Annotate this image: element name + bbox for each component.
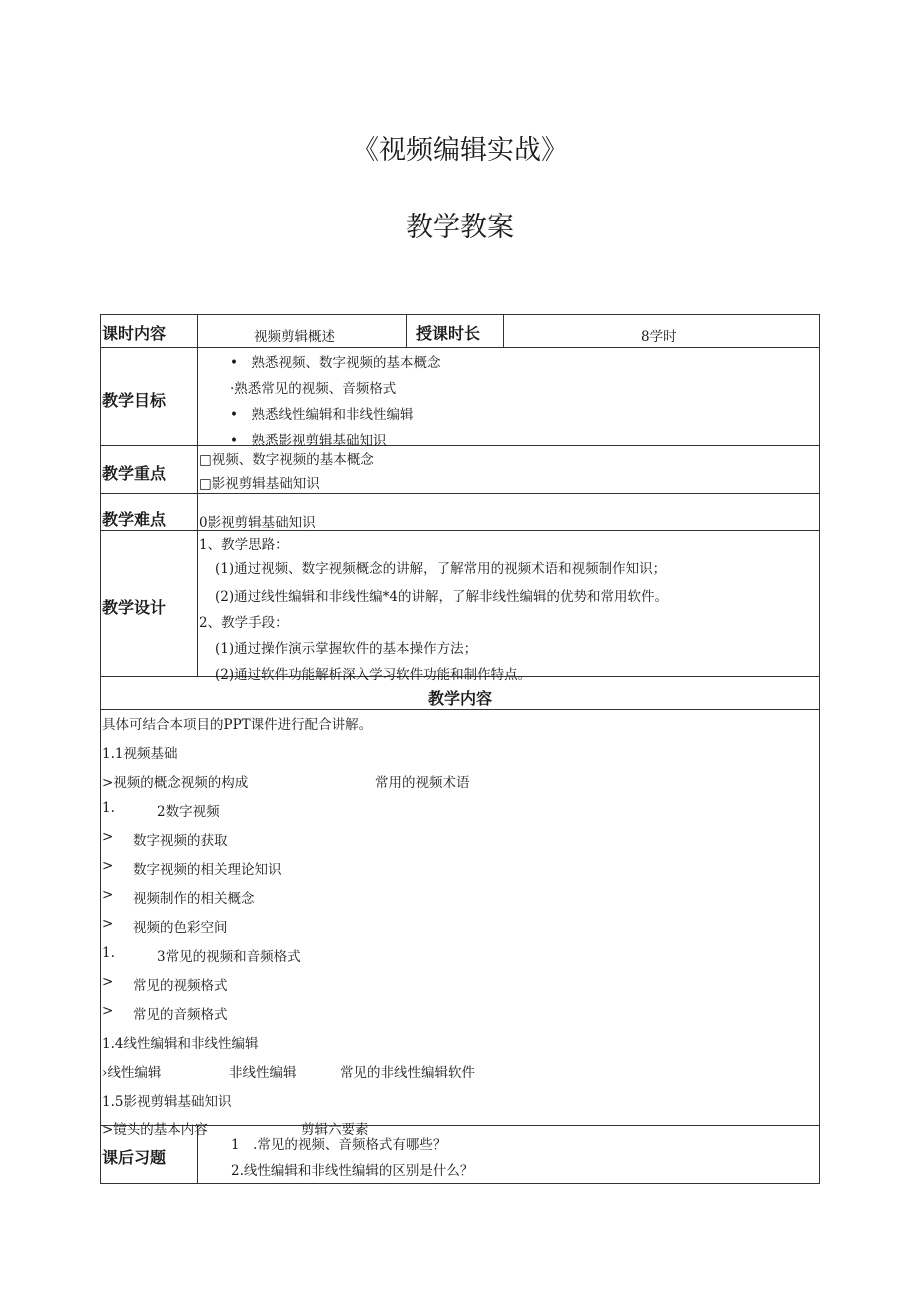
row-divider: [100, 493, 820, 494]
arrow-bullet: >: [102, 887, 114, 903]
table-border-top: [100, 314, 820, 315]
list-item: ›线性编辑: [102, 1065, 162, 1081]
homework-item: 1 .常见的视频、音频格式有哪些？: [231, 1137, 447, 1153]
design-line: (2)通过软件功能解析深入学习软件功能和制作特点。: [215, 667, 532, 683]
list-item: □影视剪辑基础知识: [199, 476, 320, 492]
list-item: 数字视频的相关理论知识: [133, 862, 282, 878]
arrow-bullet: >: [102, 916, 114, 932]
design-label: 教学设计: [102, 598, 167, 617]
section-number: 1.: [102, 945, 115, 961]
lesson-content-value: 视频剪辑概述: [254, 329, 335, 345]
homework-item: 2.线性编辑和非线性编辑的区别是什么？: [231, 1163, 474, 1179]
list-item: 常见的非线性编辑软件: [340, 1065, 475, 1081]
list-item: 非线性编辑: [229, 1065, 297, 1081]
list-item: ·熟悉常见的视频、音频格式: [230, 381, 397, 397]
design-line: 2、教学手段：: [199, 615, 289, 631]
table-border-bottom: [100, 1183, 820, 1184]
key-points-label: 教学重点: [102, 464, 167, 483]
list-item: 常用的视频术语: [375, 775, 470, 791]
section-title: 1.1视频基础: [102, 746, 178, 762]
list-item: 常见的音频格式: [133, 1007, 228, 1023]
duration-value: 8学时: [641, 329, 677, 345]
list-item: >视频的概念视频的构成: [102, 775, 249, 791]
content-intro: 具体可结合本项目的PPT课件进行配合讲解。: [102, 717, 373, 733]
column-divider: [503, 314, 504, 347]
section-title: 1.4线性编辑和非线性编辑: [102, 1036, 259, 1052]
content-header: 教学内容: [427, 689, 492, 708]
row-divider: [100, 1125, 820, 1126]
design-line: (1)通过操作演示掌握软件的基本操作方法；: [215, 641, 478, 657]
list-item: 常见的视频格式: [133, 978, 228, 994]
design-line: (2)通过线性编辑和非线性编*4的讲解，了解非线性编辑的优势和常用软件。: [215, 589, 668, 605]
content-cell: [101, 710, 818, 1138]
row-divider: [100, 445, 820, 446]
list-item: 视频制作的相关概念: [133, 891, 255, 907]
duration-label: 授课时长: [416, 324, 481, 343]
arrow-bullet: >: [102, 1003, 114, 1019]
list-item: □视频、数字视频的基本概念: [199, 452, 374, 468]
section-number: 1.: [102, 800, 115, 816]
design-cell: [198, 531, 818, 683]
difficulty-label: 教学难点: [102, 510, 167, 529]
document-subtitle: 教学教案: [406, 212, 514, 243]
section-title: 1.5影视剪辑基础知识: [102, 1094, 232, 1110]
document-title: 《视频编辑实战》: [352, 135, 568, 166]
list-item: • 熟悉线性编辑和非线性编辑: [230, 407, 414, 423]
list-item: 剪辑六要素: [301, 1122, 369, 1138]
design-line: 1、教学思路：: [199, 537, 289, 553]
homework-label: 课后习题: [102, 1148, 167, 1167]
list-item: • 熟悉视频、数字视频的基本概念: [230, 355, 441, 371]
section-title: 2数字视频: [157, 804, 220, 820]
list-item: 视频的色彩空间: [133, 920, 228, 936]
column-divider: [406, 314, 407, 347]
arrow-bullet: >: [102, 974, 114, 990]
arrow-bullet: >: [102, 858, 114, 874]
list-item: • 熟悉影视剪辑基础知识: [230, 433, 387, 449]
objectives-label: 教学目标: [102, 391, 167, 410]
difficulty-value: 0影视剪辑基础知识: [199, 515, 316, 531]
list-item: >镜头的基本内容: [102, 1122, 208, 1138]
lesson-content-label: 课时内容: [102, 324, 167, 343]
design-line: (1)通过视频、数字视频概念的讲解，了解常用的视频术语和视频制作知识；: [215, 561, 667, 577]
objectives-cell: [198, 348, 818, 449]
section-title: 3常见的视频和音频格式: [157, 949, 301, 965]
list-item: 数字视频的获取: [133, 833, 228, 849]
arrow-bullet: >: [102, 829, 114, 845]
